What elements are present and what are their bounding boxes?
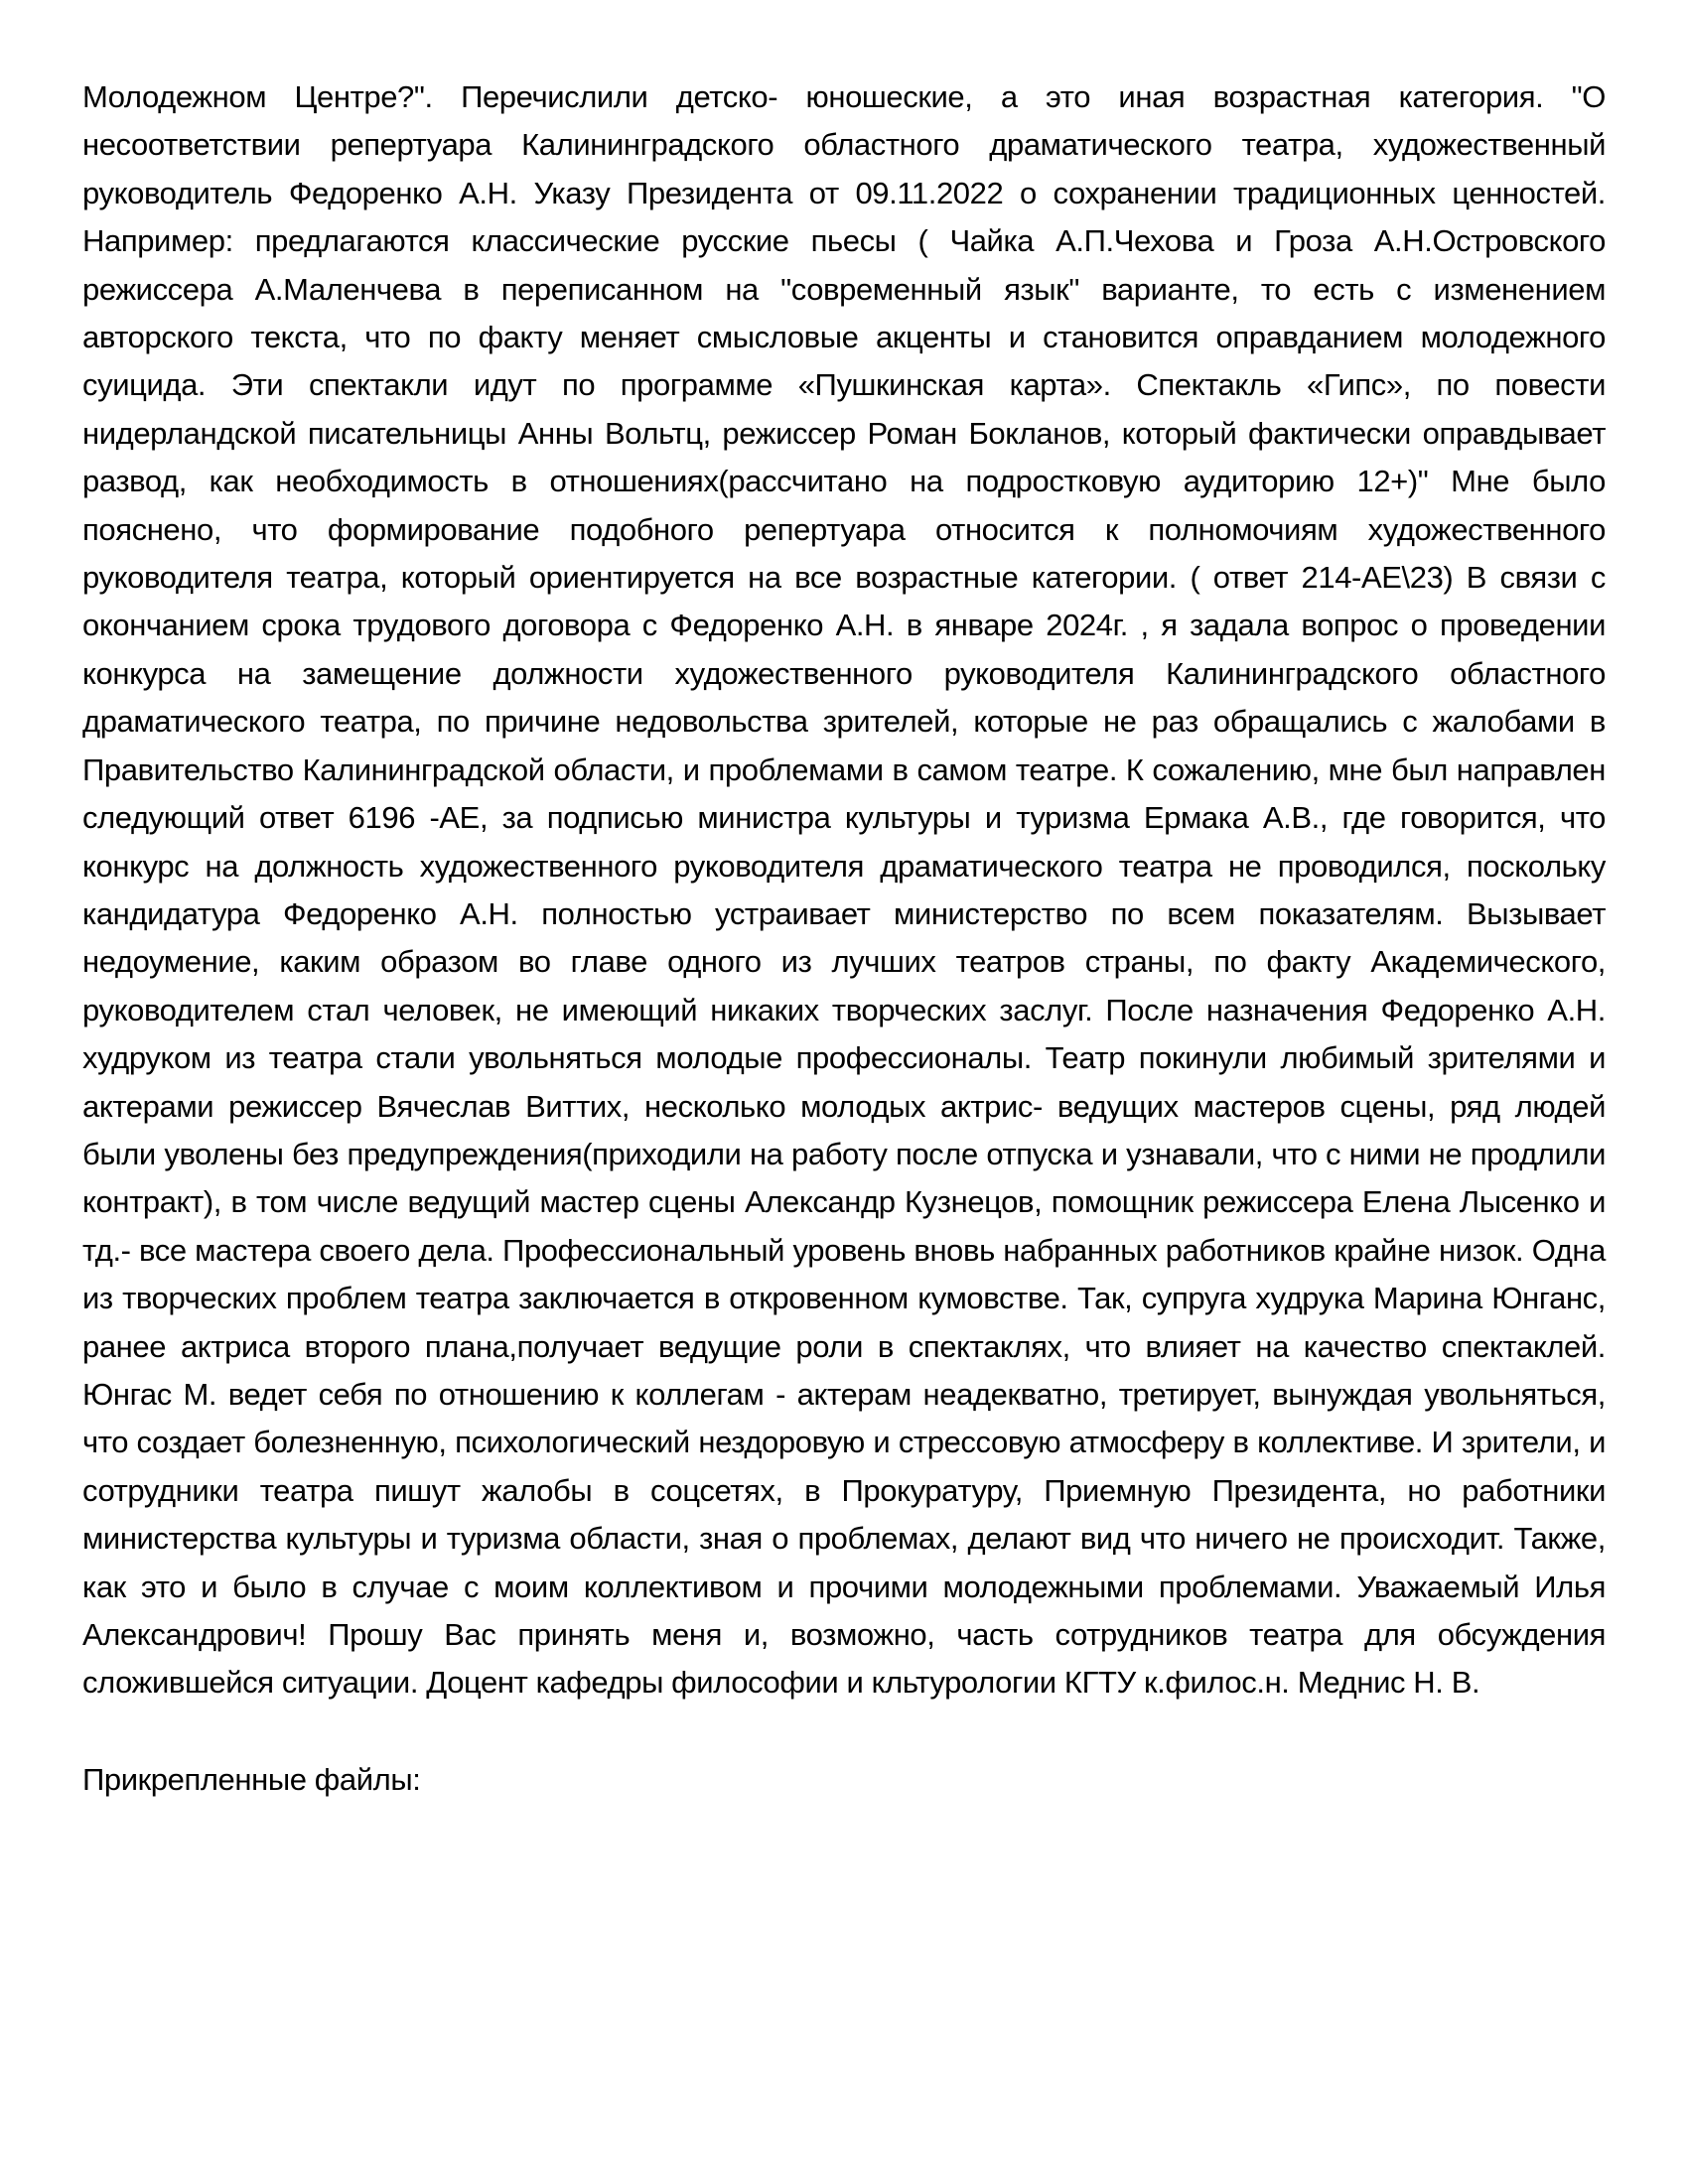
attached-files-label: Прикрепленные файлы: bbox=[82, 1761, 421, 1797]
letter-body-text: Молодежном Центре?". Перечислили детско- юношеские, а это иная возрастная категория. "О несоответствии репертуара Калининградского областного драматического театра, художественный руководитель Федоренко А.Н. Указу Президента от 09.11.2022 о сохранении традиционных ценностей. Например: предлагаются классические русские пьесы ( Чайка А.П.Чехова и Гроза А.Н.Островского режиссера А.Маленчева в переписанном на "современный язык" варианте, то есть с изменением авторского текста, что по факту меняет смысловые акценты и становится оправданием молодежного суицида. Эти спектакли идут по программе «Пушкинская карта». Спектакль «Гипс», по повести нидерландской писательницы Анны Вольтц, режиссер Роман Бокланов, который фактически оправдывает развод, как необходимость в отношениях(рассчитано на подростковую аудиторию 12+)" Мне было пояснено, что формирование подобного репертуара относится к полномочиям художественного руководителя театра, который ориентируется на все возрастные категории. ( ответ 214-АЕ\23) В связи с окончанием срока трудового договора с Федоренко А.Н. в январе 2024г. , я задала вопрос о проведении конкурса на замещение должности художественного руководителя Калининградского областного драматического театра, по причине недовольства зрителей, которые не раз обращались с жалобами в Правительство Калининградской области, и проблемами в самом театре. К сожалению, мне был направлен следующий ответ 6196 -АЕ, за подписью министра культуры и туризма Ермака А.В., где говорится, что конкурс на должность художественного руководителя драматического театра не проводился, поскольку кандидатура Федоренко А.Н. полностью устраивает министерство по всем показателям. Вызывает недоумение, каким образом во главе одного из лучших театров страны, по факту Академического, руководителем стал человек, не имеющий никаких творческих заслуг. После назначения Федоренко А.Н. худруком из театра стали увольняться молодые профессионалы. Театр покинули любимый зрителями и актерами режиссер Вячеслав Виттих, несколько молодых актрис- ведущих мастеров сцены, ряд людей были уволены без предупреждения(приходили на работу после отпуска и узнавали, что с ними не продлили контракт), в том числе ведущий мастер сцены Александр Кузнецов, помощник режиссера Елена Лысенко и тд.- все мастера своего дела. Профессиональный уровень вновь набранных работников крайне низок. Одна из творческих проблем театра заключается в откровенном кумовстве. Так, супруга худрука Марина Юнганс, ранее актриса второго плана,получает ведущие роли в спектаклях, что влияет на качество спектаклей. Юнгас М. ведет себя по отношению к коллегам - актерам неадекватно, третирует, вынуждая увольняться, что создает болезненную, психологический нездоровую и стрессовую атмосферу в коллективе. И зрители, и сотрудники театра пишут жалобы в соцсетях, в Прокуратуру, Приемную Президента, но работники министерства культуры и туризма области, зная о проблемах, делают вид что ничего не происходит. Также, как это и было в случае с моим коллективом и прочими молодежными проблемами. Уважаемый Илья Александрович! Прошу Вас принять меня и, возможно, часть сотрудников театра для обсуждения сложившейся ситуации. Доцент кафедры философии и кльтурологии КГТУ к.филос.н. Меднис Н. В. bbox=[82, 79, 1606, 1701]
